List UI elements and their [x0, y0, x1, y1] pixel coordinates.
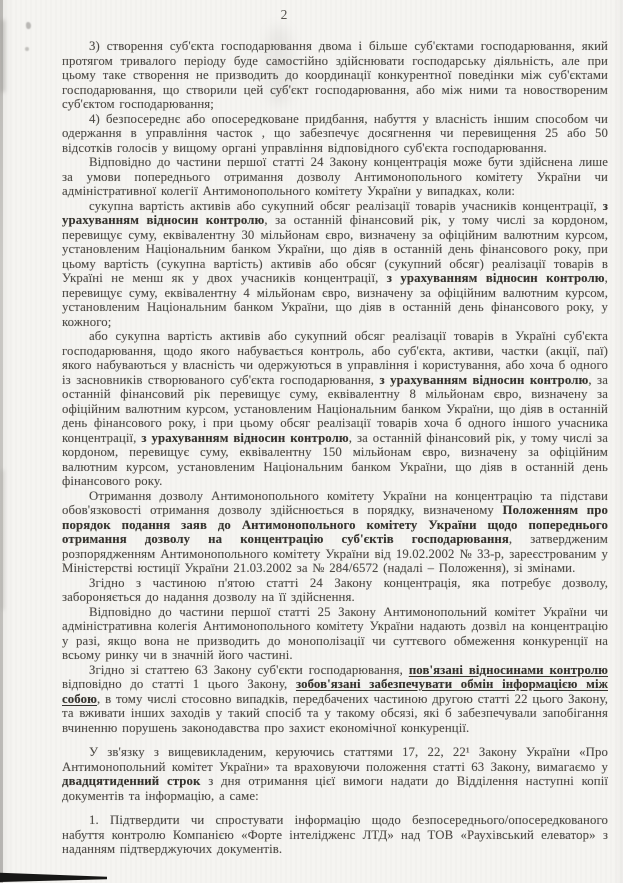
text-run: з урахуванням відносин контролю [386, 271, 605, 285]
text-run: з дня отримання цієї вимоги надати до Відділення наступні копії документів та інформацію, а саме: [62, 774, 608, 803]
scan-edge-blotch [0, 470, 4, 610]
paragraph-8 [62, 605, 608, 663]
pencil-mark [26, 22, 31, 29]
text-run: , за останній фінансовий рік, у тому числі за кордоном, перевищує суму, еквівалентну 150 мільйонам євро, визначену за офіційним валютним курсом, установленим Національним банком України, що діяв в останній день фінансового року. [62, 430, 608, 488]
text-run: Положенням про порядок подання заяв до Антимонопольного комітету України щодо попереднього отримання дозволу на концентрацію суб'єктів господарювання [62, 503, 608, 546]
paragraph-5 [62, 329, 608, 489]
text-run: відповідно до статті 1 цього Закону, [62, 677, 296, 691]
text-run: або сукупна вартість активів або сукупний обсяг реалізації товарів в Україні суб'єкта господарювання, щодо якого набувається контроль, або суб'єкта, активи, частки (акції, паї) якого набуваються у власність чи одержуються в управління і користування, або хоча б одного із засновників створюваного суб'єкта господарювання, [62, 329, 608, 387]
scan-corner-artifact [0, 872, 107, 882]
text-run: , в тому числі стосовно випадків, передбачених частиною другою статті 22 цього Закону, та вживати інших заходів у такий спосіб та у такому обсязі, які б забезпечували запобігання вчиненню порушень законодавства про захист економічної конкуренції. [62, 691, 608, 735]
text-run: Згідно зі статтею 63 Закону суб'єкти господарювання, [89, 662, 409, 677]
text-run: , за останній фінансовий рік перевищує суму, еквівалентну 8 мільйонам євро, визначену за офіційним валютним курсом, установленим Національним банком України, що діяв в останній день фінансового року, і при цьому обсяг реалізації товарів хоча б одного іншого учасника концентрації, [62, 372, 608, 445]
text-run: , затвердженим розпорядженням Антимонопольного комітету України від 19.02.2002 № 33-р, зареєстрованим у Міністерстві юстиції України 21.03.2002 за № 284/6572 (надалі – Положення), зі змінами. [62, 532, 608, 575]
text-run: , за останній фінансовий рік, у тому числі за кордоном, перевищує суму, еквівалентну 30 мільйонам євро, визначену за офіційним валютним курсом, установленим Національним банком України, що діяв в останній день фінансового року, при цьому вартість (сукупна вартість) активів або обсяг (сукупний обсяг) реалізації товарів в Україні не менш як у двох учасників концентрації, [62, 213, 608, 285]
text-run: , перевищує суму, еквівалентну 4 мільйонам євро, визначену за офіційним валютним курсом, установленим Національним банком України, що діяв в останній день фінансового року, у кожного; [62, 271, 608, 329]
paragraph-4 [62, 199, 608, 330]
text-run: Згідно з частиною п'ятою статті 24 Закону концентрація, яка потребує дозволу, забороняється до надання дозволу на її здійснення. [62, 575, 608, 604]
text-run: з урахуванням відносин контролю [379, 372, 589, 387]
paragraph-9 [62, 663, 608, 736]
text-run: У зв'язку з вищевикладеним, керуючись статтями 17, 22, 22¹ Закону України «Про Антимонопольний комітет України» та враховуючи положення статті 63 Закону, вимагаємо у [62, 745, 608, 774]
text-run: Відповідно до частини першої статті 24 Закону концентрація може бути здійснена лише за умови попереднього отримання дозволу Антимонопольного комітету України чи адміністративної колегії Антимонопольного комітету України у випадках, коли: [62, 155, 608, 198]
paragraph-2 [62, 112, 608, 156]
text-run: сукупна вартість активів або сукупний обсяг реалізації товарів учасників концентрації, [89, 198, 603, 213]
paragraph-10 [62, 745, 608, 803]
scan-edge-artifact [0, 0, 3, 883]
paragraph-6 [62, 489, 608, 576]
text-run: 4) безпосереднє або опосередковане придбання, набуття у власність іншим способом чи одержання в управління часток , що забезпечує досягнення чи перевищення 25 або 50 відсотків голосів у вищому органі управління відповідного суб'єкта господарювання. [62, 111, 608, 155]
text-run: Відповідно до частини першої статті 25 Закону Антимонопольний комітет України чи адміністративна колегія Антимонопольного комітету України надають дозвіл на концентрацію у разі, якщо вона не призводить до монополізації чи суттєвого обмеження конкуренції на всьому ринку чи в значній його частині. [62, 604, 608, 662]
text-run: з урахуванням відносин контролю [62, 198, 608, 227]
text-run: двадцятиденний строк [62, 774, 201, 788]
text-run: Отримання дозволу Антимонопольного комітету України на концентрацію та підстави обов'язковості отримання дозволу здійснюється в порядку, визначеному [62, 488, 608, 517]
text-run: 1. Підтвердити чи спростувати інформацію щодо безпосереднього/опосередкованого набуття контролю Компанією «Форте інтелідженс ЛТД» над ТОВ «Раухівський елеватор» з наданням підтверджуючих документів. [62, 813, 608, 856]
text-run: пов'язані відносинами контролю [408, 662, 609, 677]
paragraph-3 [62, 155, 608, 199]
scan-edge-blotch [0, 20, 5, 92]
page-number: 2 [280, 7, 288, 22]
paragraph-7 [62, 576, 608, 605]
paragraph-1 [62, 39, 608, 112]
text-run: з урахуванням відносин контролю [141, 430, 349, 445]
pencil-mark [25, 47, 29, 51]
document-body [62, 39, 608, 857]
paragraph-11 [62, 813, 608, 857]
text-run: 3) створення суб'єкта господарювання двома і більше суб'єктами господарювання, який протягом тривалого періоду буде самостійно здійснювати господарську діяльність, але при цьому таке створення не призводить до координації конкурентної поведінки між суб'єктами господарювання, що створили цей суб'єкт господарювання, або між ними та новоствореним суб'єктом господарювання; [62, 39, 608, 111]
text-run: зобов'язані забезпечувати обмін інформацією між собою [62, 677, 608, 706]
